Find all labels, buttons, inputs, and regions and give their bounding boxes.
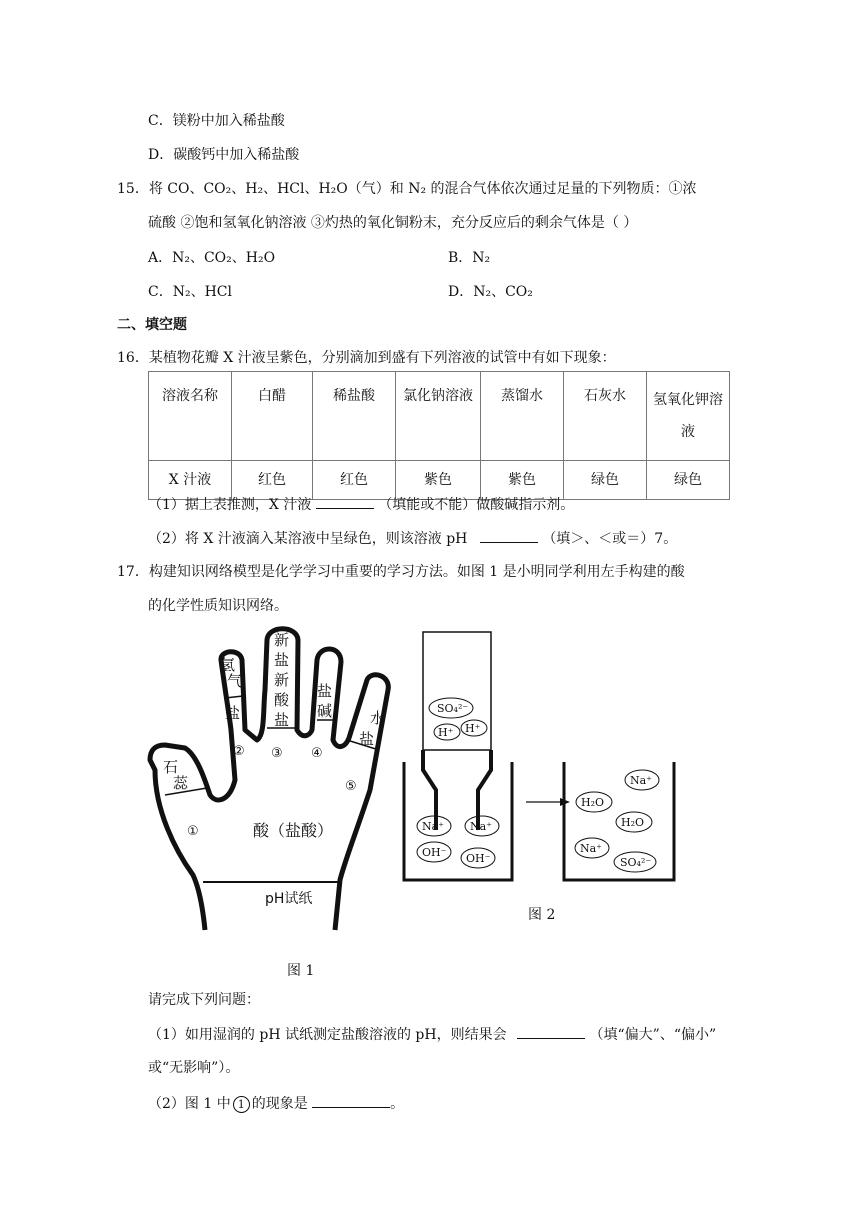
table-cell: 绿色 bbox=[647, 461, 730, 500]
ion-label: Na⁺ bbox=[470, 820, 492, 833]
table-cell: 红色 bbox=[232, 461, 313, 500]
finger4-label: 盐 bbox=[359, 730, 375, 748]
table-header-row bbox=[149, 372, 730, 461]
q15-option-a: A．N₂、CO₂、H₂O bbox=[148, 250, 276, 266]
marker-3: ③ bbox=[271, 746, 283, 761]
marker-5: ⑤ bbox=[345, 779, 357, 794]
finger3-label: 碱 bbox=[317, 702, 333, 720]
q17-stem-line2: 的化学性质知识网络。 bbox=[148, 598, 288, 614]
answer-blank[interactable] bbox=[480, 528, 538, 543]
q17-sub1-line2: 或“无影响”）。 bbox=[148, 1060, 240, 1076]
q17-sub1 bbox=[148, 1024, 716, 1045]
table-cell: 红色 bbox=[313, 461, 396, 500]
table-cell: 紫色 bbox=[396, 461, 481, 500]
ion-label: H⁺ bbox=[465, 722, 481, 735]
q15-stem-line2: 硫酸 ②饱和氢氧化钠溶液 ③灼热的氧化铜粉末，充分反应后的剩余气体是（ ） bbox=[148, 215, 638, 231]
finger2-label: 盐 bbox=[274, 711, 290, 729]
q16-stem: 16．某植物花瓣 X 汁液呈紫色，分别滴加到盛有下列溶液的试管中有如下现象： bbox=[117, 350, 616, 366]
q15-stem-line1: 15．将 CO、CO₂、H₂、HCl、H₂O（气）和 N₂ 的混合气体依次通过足量的下列物质：①浓 bbox=[117, 181, 697, 197]
finger1-label: 气 bbox=[227, 672, 243, 690]
q17-sub2-text: 的现象是 bbox=[251, 1096, 308, 1112]
q15-option-c: C．N₂、HCl bbox=[148, 284, 232, 300]
marker-4: ④ bbox=[311, 746, 323, 761]
palm-label: 酸（盐酸） bbox=[253, 821, 334, 840]
ion-label: SO₄²⁻ bbox=[620, 856, 652, 869]
marker-1: ① bbox=[187, 824, 199, 839]
ion-label: Na⁺ bbox=[422, 820, 444, 833]
q17-sub2-end: 。 bbox=[390, 1096, 405, 1112]
finger4-label: 水 bbox=[370, 709, 386, 727]
figure-2-beakers bbox=[400, 630, 710, 890]
q14-option-d: D．碳酸钙中加入稀盐酸 bbox=[148, 147, 300, 163]
figure-2-caption: 图 2 bbox=[528, 907, 556, 923]
finger3-label: 盐 bbox=[317, 682, 333, 700]
ion-label: H⁺ bbox=[438, 726, 454, 739]
q17-sub2-text: （2）图 1 中 bbox=[148, 1096, 231, 1112]
table-cell: X 汁液 bbox=[149, 461, 232, 500]
q16-sub1 bbox=[148, 494, 574, 515]
q14-option-c: C．镁粉中加入稀盐酸 bbox=[148, 113, 285, 129]
ion-label: OH⁻ bbox=[422, 846, 447, 859]
q17-sub1-text: （1）如用湿润的 pH 试纸测定盐酸溶液的 pH，则结果会 bbox=[148, 1027, 507, 1043]
table-header-cell: 溶液名称 bbox=[149, 372, 232, 461]
table-header-cell: 白醋 bbox=[232, 372, 313, 461]
ion-label: Na⁺ bbox=[630, 774, 652, 787]
finger1-label: 盐 bbox=[225, 704, 241, 722]
ion-label: SO₄²⁻ bbox=[437, 702, 469, 715]
molecule-label: H₂O bbox=[621, 816, 645, 829]
ion-label: OH⁻ bbox=[466, 852, 491, 865]
finger1-label: 氢 bbox=[220, 656, 236, 674]
q16-sub1-text: （1）据上表推测，X 汁液 bbox=[148, 497, 312, 513]
wrist-label: pH试纸 bbox=[265, 891, 313, 907]
q16-sub2-text: （2）将 X 汁液滴入某溶液中呈绿色，则该溶液 pH bbox=[148, 531, 468, 547]
marker-2: ② bbox=[233, 744, 245, 759]
table-header-cell: 氢氧化钾溶液 bbox=[647, 372, 730, 461]
ion-label: Na⁺ bbox=[580, 842, 602, 855]
finger2-label: 新 bbox=[274, 631, 290, 649]
q15-option-d: D．N₂、CO₂ bbox=[448, 284, 533, 300]
molecule-label: H₂O bbox=[581, 796, 605, 809]
figure-1-caption: 图 1 bbox=[287, 963, 315, 979]
q16-sub2 bbox=[148, 528, 677, 549]
section-title-fill-blank: 二、填空题 bbox=[117, 317, 187, 333]
q17-sub1-hint: （填“偏大”、“偏小” bbox=[589, 1027, 717, 1043]
table-cell: 绿色 bbox=[564, 461, 647, 500]
thumb-label: 石 bbox=[163, 758, 179, 776]
figure-1-hand bbox=[145, 620, 405, 950]
answer-blank[interactable] bbox=[517, 1024, 585, 1039]
q17-stem-line1: 17．构建知识网络模型是化学学习中重要的学习方法。如图 1 是小明同学利用左手构建的酸 bbox=[117, 564, 685, 580]
table-header-cell: 石灰水 bbox=[564, 372, 647, 461]
finger2-label: 酸 bbox=[274, 691, 290, 709]
table-header-cell: 稀盐酸 bbox=[313, 372, 396, 461]
q16-sub2-hint: （填＞、＜或＝）7。 bbox=[542, 531, 678, 547]
q16-sub1-hint: （填能或不能）做酸碱指示剂。 bbox=[378, 497, 575, 513]
finger2-label: 盐 bbox=[274, 651, 290, 669]
answer-blank[interactable] bbox=[316, 494, 374, 509]
q17-sub2 bbox=[148, 1093, 404, 1114]
table-header-cell: 氯化钠溶液 bbox=[396, 372, 481, 461]
answer-blank[interactable] bbox=[312, 1093, 390, 1108]
q15-option-b: B．N₂ bbox=[448, 250, 491, 266]
table-header-cell: 蒸馏水 bbox=[481, 372, 564, 461]
thumb-label: 蕊 bbox=[173, 774, 189, 792]
q17-prompt: 请完成下列问题： bbox=[148, 992, 260, 1008]
circled-number-icon: 1 bbox=[233, 1096, 250, 1113]
table-cell: 紫色 bbox=[481, 461, 564, 500]
q16-table bbox=[148, 371, 730, 500]
finger2-label: 新 bbox=[274, 671, 290, 689]
